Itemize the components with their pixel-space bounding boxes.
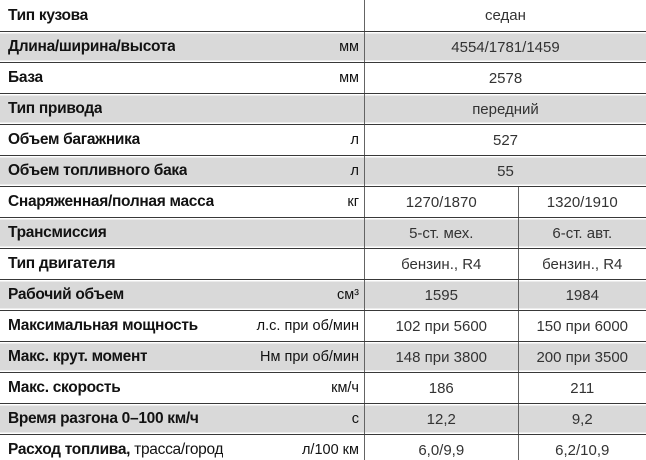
spec-value: 4554/1781/1459 — [451, 38, 560, 56]
spec-values — [365, 311, 646, 341]
spec-value: 6-ст. авт. — [552, 224, 613, 242]
spec-label-cell — [0, 32, 365, 62]
spec-row — [0, 186, 646, 217]
spec-row — [0, 155, 646, 186]
spec-row — [0, 62, 646, 93]
spec-label-cell — [0, 125, 365, 155]
spec-name — [8, 100, 102, 118]
spec-value: 148 при 3800 — [365, 342, 519, 372]
spec-value: 1320/1910 — [546, 193, 618, 211]
spec-values — [365, 249, 646, 279]
spec-value: 6,2/10,9 — [555, 441, 610, 459]
spec-value: передний — [472, 100, 539, 118]
spec-value: бензин., R4 — [365, 249, 519, 279]
spec-values — [365, 63, 646, 93]
spec-value: 1984 — [565, 286, 599, 304]
spec-name-main: Максимальная мощность — [8, 317, 198, 334]
spec-name — [8, 69, 43, 87]
spec-name-main: Тип кузова — [8, 6, 88, 24]
spec-name-main: Объем багажника — [8, 131, 140, 148]
spec-row — [0, 434, 646, 460]
spec-value: 186 — [365, 373, 519, 403]
spec-value: 150 при 6000 — [536, 317, 629, 335]
spec-name — [8, 286, 124, 304]
spec-unit: Нм при об/мин — [260, 349, 359, 365]
spec-row — [0, 0, 646, 31]
spec-label-cell — [0, 342, 365, 372]
spec-values — [365, 280, 646, 310]
spec-row — [0, 248, 646, 279]
spec-row — [0, 341, 646, 372]
spec-name — [8, 410, 199, 428]
spec-label-cell — [0, 187, 365, 217]
spec-row — [0, 124, 646, 155]
spec-value: 527 — [492, 131, 519, 149]
spec-value: 1270/1870 — [365, 187, 519, 217]
spec-value: 12,2 — [365, 404, 519, 434]
spec-unit: км/ч — [331, 380, 359, 396]
spec-label-cell — [0, 218, 365, 248]
spec-values — [365, 0, 646, 31]
spec-label-cell — [0, 280, 365, 310]
spec-values — [365, 32, 646, 62]
spec-name — [8, 441, 223, 459]
spec-name — [8, 224, 106, 242]
spec-values — [365, 187, 646, 217]
spec-value: 55 — [497, 162, 514, 180]
spec-name-main: Длина/ширина/высота — [8, 38, 176, 55]
spec-name-main: Тип привода — [8, 100, 103, 117]
spec-name-main: Макс. скорость — [8, 379, 121, 396]
spec-label-cell — [0, 94, 365, 124]
spec-row — [0, 279, 646, 310]
spec-name-main: База — [8, 69, 43, 86]
spec-values — [365, 125, 646, 155]
spec-unit: л — [350, 163, 359, 179]
spec-unit: с — [351, 411, 359, 427]
spec-name-main: Время разгона 0–100 км/ч — [8, 410, 199, 427]
spec-value: седан — [485, 7, 526, 24]
spec-name-main: Макс. крут. момент — [8, 348, 148, 365]
spec-name — [8, 193, 214, 211]
spec-value: 1595 — [365, 280, 519, 310]
spec-label-cell — [0, 249, 365, 279]
spec-value: 5-ст. мех. — [365, 218, 519, 248]
spec-name — [8, 162, 187, 180]
spec-label-cell — [0, 311, 365, 341]
spec-name — [8, 7, 88, 25]
spec-name — [8, 348, 147, 366]
spec-row — [0, 217, 646, 248]
spec-unit: мм — [339, 39, 359, 55]
spec-value: 6,0/9,9 — [365, 435, 519, 460]
spec-values — [365, 373, 646, 403]
spec-name — [8, 317, 198, 335]
spec-unit: мм — [339, 70, 359, 86]
spec-label-cell — [0, 404, 365, 434]
spec-unit: л/100 км — [301, 442, 359, 458]
spec-row — [0, 372, 646, 403]
spec-label-cell — [0, 63, 365, 93]
spec-name — [8, 38, 175, 56]
spec-name-main: Трансмиссия — [8, 224, 107, 241]
spec-unit: л.с. при об/мин — [256, 318, 359, 334]
spec-values — [365, 94, 646, 124]
spec-name — [8, 379, 120, 397]
spec-row — [0, 310, 646, 341]
spec-values — [365, 435, 646, 460]
spec-unit: кг — [347, 194, 359, 210]
spec-value: 9,2 — [571, 410, 593, 428]
spec-label-cell — [0, 373, 365, 403]
spec-value: 200 при 3500 — [536, 348, 629, 366]
spec-row — [0, 31, 646, 62]
spec-label-cell — [0, 156, 365, 186]
spec-values — [365, 156, 646, 186]
spec-values — [365, 218, 646, 248]
spec-unit: л — [350, 132, 359, 148]
spec-name-main: Рабочий объем — [8, 286, 124, 303]
spec-name-suffix: трасса/город — [130, 441, 224, 458]
spec-name — [8, 255, 115, 273]
spec-values — [365, 404, 646, 434]
spec-label-cell — [0, 435, 365, 460]
spec-name-main: Снаряженная/полная масса — [8, 193, 214, 210]
spec-name — [8, 131, 140, 149]
spec-value: бензин., R4 — [542, 255, 623, 273]
spec-row — [0, 93, 646, 124]
spec-label-cell — [0, 0, 365, 31]
spec-row — [0, 403, 646, 434]
spec-name-main: Объем топливного бака — [8, 162, 188, 179]
spec-values — [365, 342, 646, 372]
spec-value: 102 при 5600 — [365, 311, 519, 341]
spec-name-main: Тип двигателя — [8, 255, 116, 272]
spec-unit: см³ — [336, 287, 359, 303]
spec-value: 211 — [570, 379, 595, 397]
spec-value: 2578 — [488, 69, 523, 87]
spec-name-main: Расход топлива, — [8, 441, 131, 458]
